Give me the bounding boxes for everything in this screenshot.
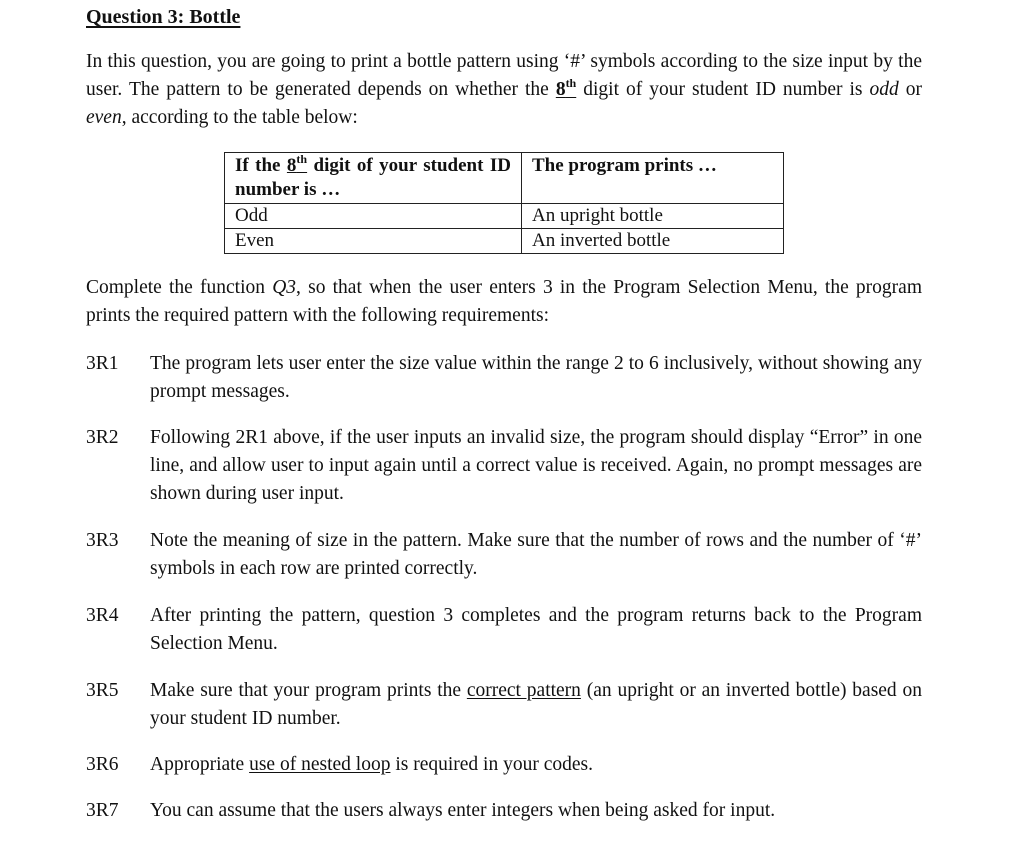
- requirement-text: The program lets user enter the size value within the range 2 to 6 inclusively, without showing any prompt messages.: [150, 353, 922, 402]
- instructions-paragraph: Complete the function Q3, so that when the user enters 3 in the Program Selection Menu, the program prints the required pattern with the following requirements:: [86, 277, 922, 326]
- requirement-id: 3R3: [86, 530, 119, 551]
- requirement-text: Make sure that your program prints the correct pattern (an upright or an inverted bottle) based on your student ID number.: [150, 680, 922, 729]
- requirement-id: 3R4: [86, 605, 119, 626]
- requirement-text: Following 2R1 above, if the user inputs an invalid size, the program should display “Error” in one line, and allow user to input again until a correct value is received. Again, no prompt messages are shown during user input.: [150, 427, 922, 504]
- table-row: [225, 229, 784, 254]
- requirement-id: 3R2: [86, 427, 119, 448]
- table-header-row: [225, 153, 784, 204]
- table-cell-condition: Even: [225, 229, 522, 254]
- table-cell-result: An upright bottle: [522, 204, 784, 229]
- requirement-text: You can assume that the users always enter integers when being asked for input.: [150, 800, 776, 821]
- table-header-condition: If the 8th digit of your student ID number is …: [225, 153, 522, 204]
- intro-paragraph: In this question, you are going to print a bottle pattern using ‘#’ symbols according to the size input by the user. The pattern to be generated depends on whether the 8th digit of your student ID number is odd or even, according to the table below:: [86, 51, 922, 128]
- requirement-id: 3R7: [86, 800, 119, 821]
- table-cell-result: An inverted bottle: [522, 229, 784, 254]
- table-cell-condition: Odd: [225, 204, 522, 229]
- requirement-text: Appropriate use of nested loop is required in your codes.: [150, 754, 593, 775]
- table-header-result: The program prints …: [522, 153, 784, 204]
- requirement-text: After printing the pattern, question 3 completes and the program returns back to the Program Selection Menu.: [150, 605, 922, 654]
- requirement-id: 3R5: [86, 680, 119, 701]
- requirement-id: 3R1: [86, 353, 119, 374]
- requirement-text: Note the meaning of size in the pattern. Make sure that the number of rows and the number of ‘#’ symbols in each row are printed correctly.: [150, 530, 922, 579]
- pattern-table: [224, 152, 784, 254]
- requirement-id: 3R6: [86, 754, 119, 775]
- table-row: [225, 204, 784, 229]
- question-title: Question 3: Bottle: [86, 6, 241, 28]
